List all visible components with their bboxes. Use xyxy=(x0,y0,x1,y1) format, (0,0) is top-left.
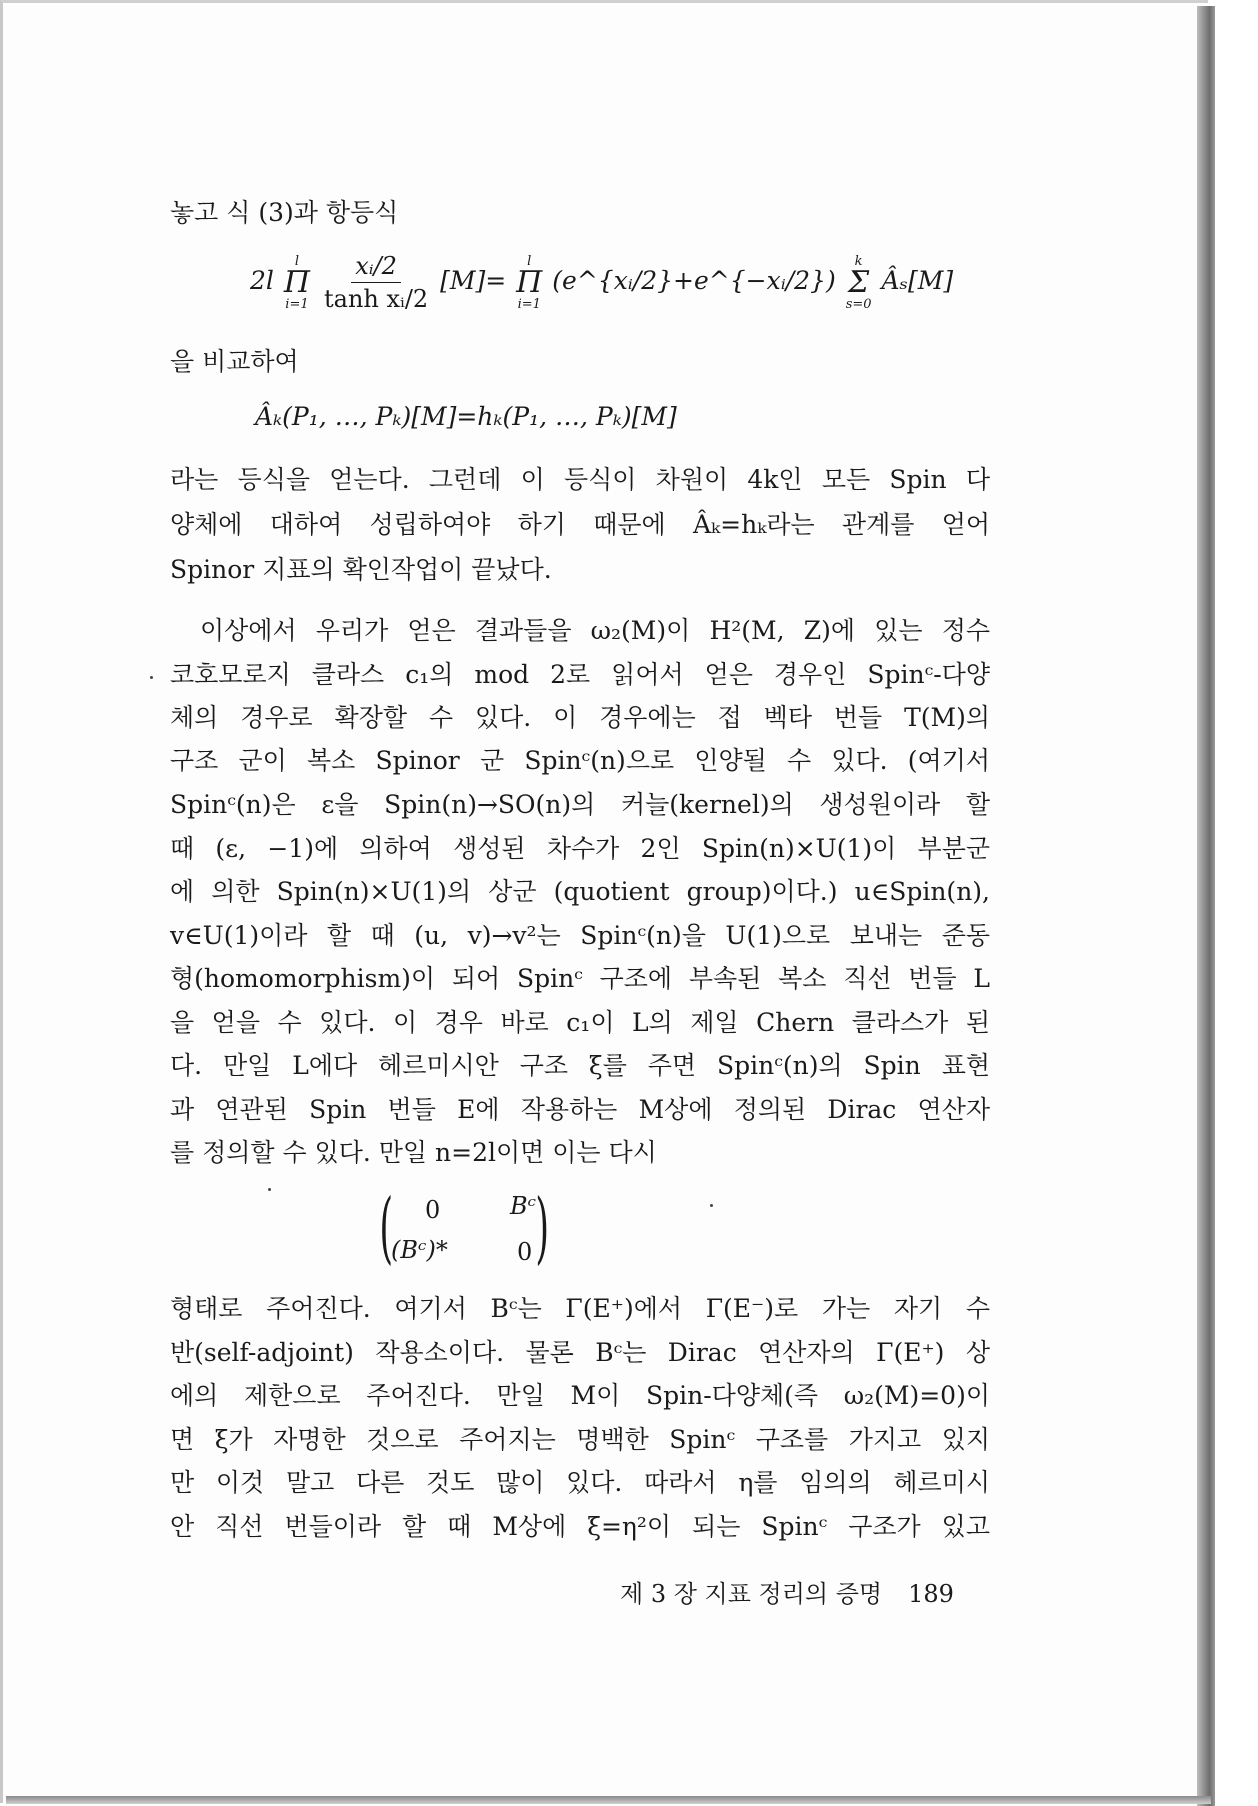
product-symbol: Π xyxy=(283,264,311,300)
product-operator-2 xyxy=(516,255,542,311)
sum-lower: s=0 xyxy=(845,296,872,312)
scan-speck xyxy=(710,1204,713,1207)
product-operator xyxy=(284,255,310,311)
product-upper-2: l xyxy=(527,253,532,269)
sum-upper: k xyxy=(854,253,863,269)
page-edge-shadow xyxy=(1197,6,1215,1806)
chapter-title: 제 3 장 지표 정리의 증명 xyxy=(620,1580,883,1608)
fraction-denominator: tanh xᵢ/2 xyxy=(323,285,429,313)
equation-identity xyxy=(250,252,953,313)
page-bottom-shadow xyxy=(6,1796,1211,1804)
eq-l: l xyxy=(265,266,274,295)
text-line: 과 연관된 Spin 번들 E에 작용하는 M상에 정의된 Dirac 연산자 xyxy=(170,1095,990,1124)
product-lower-2: i=1 xyxy=(517,296,541,312)
running-footer xyxy=(620,1574,990,1609)
text-line: 형태로 주어진다. 여기서 Bᶜ는 Γ(E⁺)에서 Γ(E⁻)로 가는 자기 수 xyxy=(170,1294,990,1323)
text-line: Spinor 지표의 확인작업이 끝났다. xyxy=(170,555,552,584)
text-line: 을 비교하여 xyxy=(170,347,299,376)
matrix-right-paren: ) xyxy=(535,1183,550,1273)
matrix-left-paren: ( xyxy=(379,1183,394,1273)
text-line: 안 직선 번들이라 할 때 M상에 ξ=η²이 되는 Spinᶜ 구조가 있고 xyxy=(170,1512,990,1541)
text-line: 만 이것 말고 다른 것도 많이 있다. 따라서 η를 임의의 헤르미시 xyxy=(170,1468,990,1497)
paragraph-first-line: 이상에서 우리가 얻은 결과들을 ω₂(M)이 H²(M, Z)에 있는 정수 xyxy=(200,616,990,645)
sum-operator xyxy=(846,255,872,311)
fraction xyxy=(324,252,428,313)
product-upper: l xyxy=(294,253,300,269)
text-line: 에 의한 Spin(n)×U(1)의 상군 (quotient group)이다.) u∈Spin(n), xyxy=(170,877,990,906)
text-line: 놓고 식 (3)과 항등식 xyxy=(170,198,399,227)
matrix-cell-11: 0 xyxy=(425,1196,441,1224)
text-line: 반(self-adjoint) 작용소이다. 물론 Bᶜ는 Dirac 연산자의 Γ(E⁺) 상 xyxy=(170,1338,990,1367)
text-line: 를 정의할 수 있다. 만일 n=2l이면 이는 다시 xyxy=(170,1138,657,1167)
eq-middle: [M]= xyxy=(440,266,507,295)
text-line: 형(homomorphism)이 되어 Spinᶜ 구조에 부속된 복소 직선 번들 L xyxy=(170,964,990,993)
scan-speck xyxy=(268,1188,271,1191)
scan-speck xyxy=(150,676,153,679)
text-line: 면 ξ가 자명한 것으로 주어지는 명백한 Spinᶜ 구조를 가지고 있지 xyxy=(170,1425,990,1454)
text-line: 다. 만일 L에다 헤르미시안 구조 ξ를 주면 Spinᶜ(n)의 Spin 표현 xyxy=(170,1051,990,1080)
text-line: 구조 군이 복소 Spinor 군 Spinᶜ(n)으로 인양될 수 있다. (여기서 xyxy=(170,746,990,775)
matrix-cell-22: 0 xyxy=(517,1238,533,1266)
text-line: v∈U(1)이라 할 때 (u, v)→v²는 Spinᶜ(n)을 U(1)으로 보내는 준동 xyxy=(170,921,990,950)
text-line: 에의 제한으로 주어진다. 만일 M이 Spin-다양체(즉 ω₂(M)=0)이 xyxy=(170,1381,990,1410)
matrix-cell-21: (Bᶜ)* xyxy=(391,1236,448,1264)
text-line: 코호모로지 클라스 c₁의 mod 2로 읽어서 얻은 경우인 Spinᶜ-다양 xyxy=(170,660,990,689)
eq-tail: Âₛ[M] xyxy=(881,266,954,295)
text-line: Spinᶜ(n)은 ε을 Spin(n)→SO(n)의 커늘(kernel)의 생성원이라 할 xyxy=(170,790,990,819)
text-line: 양체에 대하여 성립하여야 하기 때문에 Âₖ=hₖ라는 관계를 얻어 xyxy=(170,510,990,539)
text-line: 을 얻을 수 있다. 이 경우 바로 c₁이 L의 제일 Chern 클라스가 된 xyxy=(170,1008,990,1037)
operator-matrix xyxy=(379,1183,555,1273)
text-line: 체의 경우로 확장할 수 있다. 이 경우에는 접 벡타 번들 T(M)의 xyxy=(170,703,990,732)
eq-rhs-body: (e^{xᵢ/2}+e^{−xᵢ/2}) xyxy=(552,266,836,295)
text-line: 라는 등식을 얻는다. 그런데 이 등식이 차원이 4k인 모든 Spin 다 xyxy=(170,465,990,494)
product-lower: i=1 xyxy=(285,296,309,312)
sum-symbol: Σ xyxy=(848,264,870,300)
eq-coefficient: 2 xyxy=(250,266,266,295)
page-number: 189 xyxy=(908,1580,954,1608)
product-symbol-2: Π xyxy=(516,264,543,300)
matrix-cell-12: Bᶜ xyxy=(510,1192,537,1220)
equation-ahat: Âₖ(P₁, …, Pₖ)[M]=hₖ(P₁, …, Pₖ)[M] xyxy=(255,402,677,431)
text-line: 때 (ε, −1)에 의하여 생성된 차수가 2인 Spin(n)×U(1)이 부분군 xyxy=(170,834,990,863)
fraction-numerator: xᵢ/2 xyxy=(351,252,401,283)
